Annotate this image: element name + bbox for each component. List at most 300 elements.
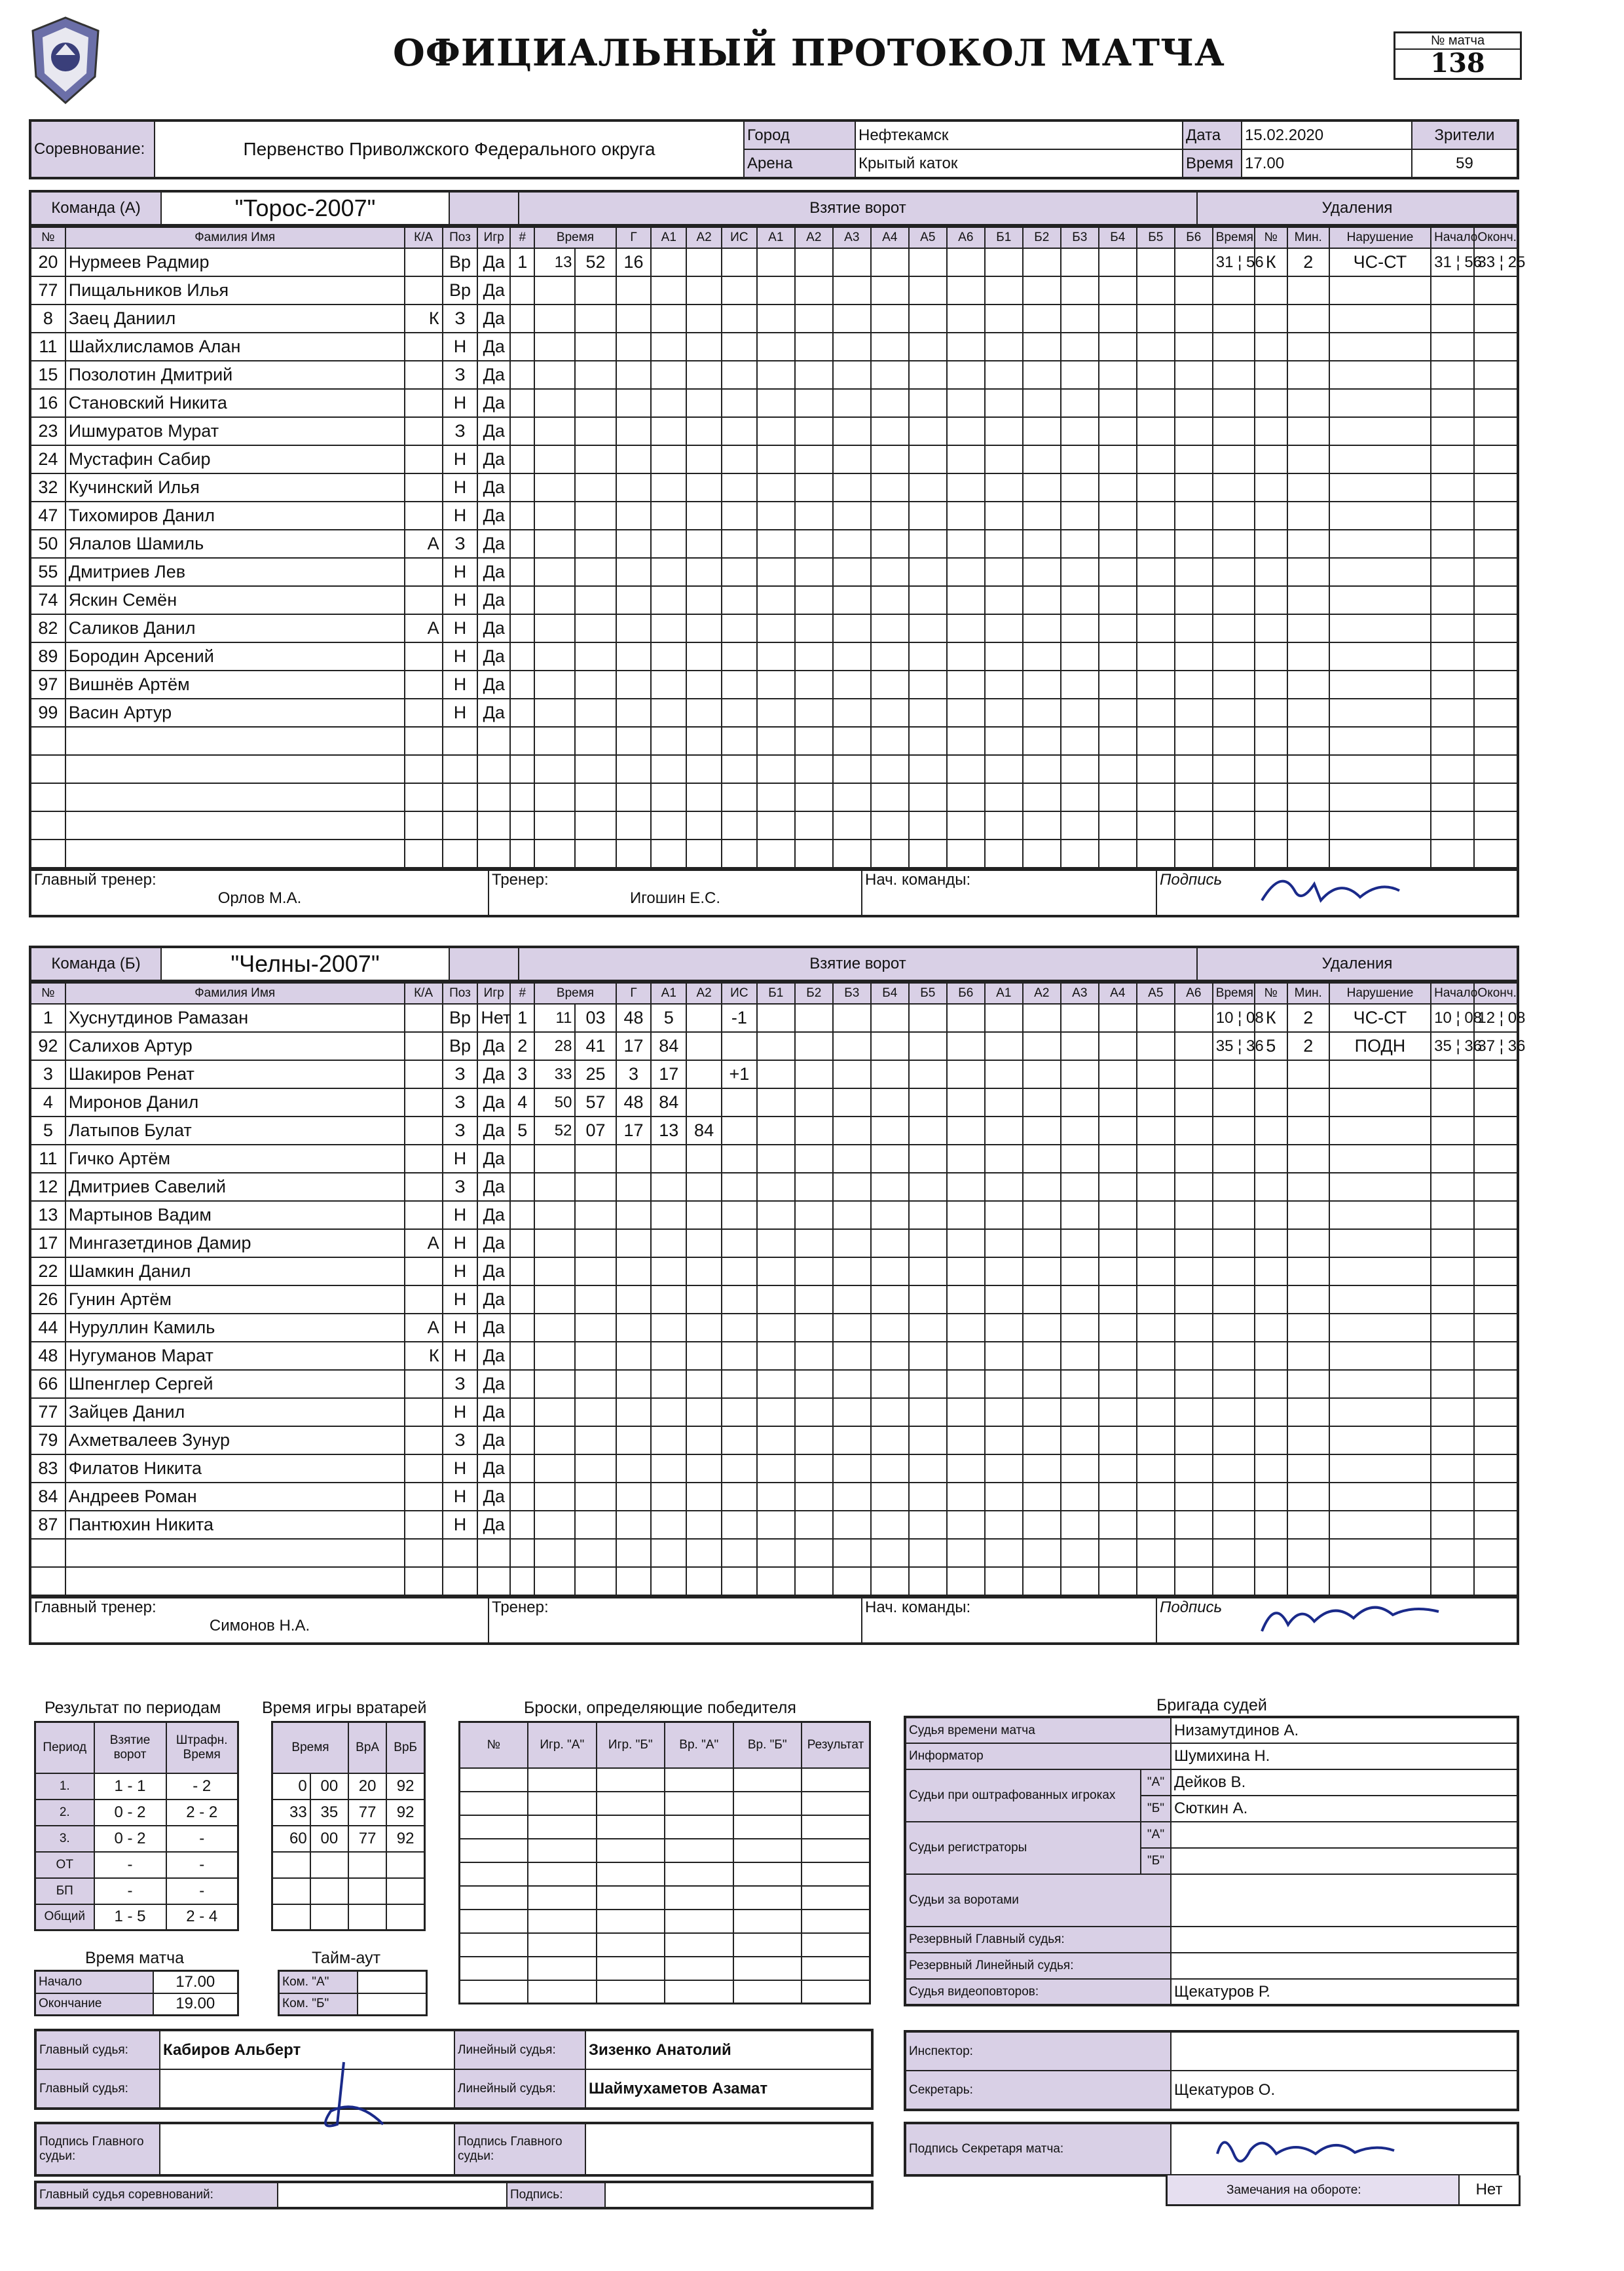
- cell-pen-time: [1213, 473, 1255, 502]
- shootout-cell: [460, 1910, 528, 1933]
- cell-pen-min: [1287, 417, 1329, 445]
- goalie-b: 92: [386, 1773, 424, 1800]
- cell-ka: [405, 473, 443, 502]
- team-a-col-p4: А4: [871, 227, 909, 248]
- cell-m4: [1099, 417, 1137, 445]
- cell-no: [30, 811, 65, 840]
- cell-m1: [985, 642, 1023, 671]
- cell-p5: [909, 276, 947, 305]
- cell-m1: [985, 1314, 1023, 1342]
- cell-m3: [1061, 1483, 1099, 1511]
- cell-p1: [757, 699, 795, 727]
- cell-pen-start: [1431, 727, 1474, 755]
- cell-p4: [871, 1257, 909, 1285]
- shootout-cell: [802, 1839, 870, 1862]
- cell-m2: [1023, 1117, 1061, 1145]
- cell-pen-time: [1213, 276, 1255, 305]
- cell-name: Миронов Данил: [65, 1088, 405, 1117]
- cell-goal-is: [722, 502, 757, 530]
- cell-goal-a2: [686, 558, 722, 586]
- cell-m2: [1023, 755, 1061, 783]
- cell-pen-min: [1287, 502, 1329, 530]
- line-referee-2: Шаймухаметов Азамат: [585, 2069, 872, 2109]
- cell-goal-g: [616, 1257, 652, 1285]
- cell-m1: [985, 361, 1023, 389]
- cell-name: Гунин Артём: [65, 1285, 405, 1314]
- cell-p6: [947, 1117, 985, 1145]
- cell-pen-time: [1213, 558, 1255, 586]
- cell-m3: [1061, 586, 1099, 614]
- cell-pen-start: [1431, 305, 1474, 333]
- cell-p4: [871, 1285, 909, 1314]
- cell-ka: [405, 1032, 443, 1060]
- cell-goal-n: [510, 1173, 534, 1201]
- cell-pen-start: [1431, 1173, 1474, 1201]
- cell-p3: [833, 530, 871, 558]
- cell-goal-sec: [575, 1201, 616, 1229]
- cell-goal-a1: [651, 333, 686, 361]
- cell-pos: Н: [443, 473, 478, 502]
- cell-name: Салихов Артур: [65, 1032, 405, 1060]
- cell-m4: [1099, 305, 1137, 333]
- goalie-b: 92: [386, 1826, 424, 1852]
- referees-table: [904, 1716, 1519, 2006]
- shootout-cell: [597, 1768, 665, 1792]
- cell-goal-n: [510, 333, 534, 361]
- inspector-table: [904, 2030, 1519, 2111]
- cell-goal-is: [722, 1398, 757, 1426]
- cell-no: 5: [30, 1117, 65, 1145]
- cell-goal-is: +1: [722, 1060, 757, 1088]
- table-row: [30, 1173, 1518, 1201]
- cell-pen-no: [1255, 389, 1287, 417]
- cell-p3: [833, 671, 871, 699]
- cell-ka: А: [405, 1229, 443, 1257]
- cell-pen-time: [1213, 642, 1255, 671]
- cell-pen-foul: [1329, 671, 1431, 699]
- cell-pen-start: [1431, 1229, 1474, 1257]
- cell-pos: Вр: [443, 1032, 478, 1060]
- table-row: [30, 305, 1518, 333]
- cell-pen-end: 12 ¦ 08: [1474, 1004, 1517, 1032]
- shootout-cell: [733, 1910, 802, 1933]
- cell-m2: [1023, 361, 1061, 389]
- cell-goal-n: [510, 671, 534, 699]
- cell-goal-is: [722, 1511, 757, 1539]
- cell-goal-g: [616, 389, 652, 417]
- team-a-col-end: Оконч.: [1474, 227, 1517, 248]
- cell-pen-no: [1255, 333, 1287, 361]
- cell-goal-min: [534, 1257, 575, 1285]
- cell-goal-g: [616, 840, 652, 868]
- cell-goal-sec: [575, 783, 616, 811]
- cell-p1: [757, 276, 795, 305]
- cell-pen-foul: [1329, 586, 1431, 614]
- cell-m2: [1023, 1060, 1061, 1088]
- cell-p4: [871, 586, 909, 614]
- cell-p3: [833, 276, 871, 305]
- cell-pen-no: [1255, 1426, 1287, 1454]
- periods-table: [34, 1721, 239, 1931]
- period-name: 2.: [35, 1800, 94, 1826]
- cell-m2: [1023, 1426, 1061, 1454]
- cell-name: Нугуманов Марат: [65, 1342, 405, 1370]
- cell-p4: [871, 1342, 909, 1370]
- cell-p2: [795, 361, 833, 389]
- cell-pen-foul: [1329, 1426, 1431, 1454]
- cell-p6: [947, 699, 985, 727]
- cell-goal-n: [510, 1511, 534, 1539]
- cell-m6: [1175, 473, 1213, 502]
- cell-pen-end: [1474, 276, 1517, 305]
- cell-pen-min: [1287, 811, 1329, 840]
- cell-p6: [947, 1004, 985, 1032]
- cell-goal-a1: [651, 614, 686, 642]
- cell-goal-a1: [651, 1229, 686, 1257]
- cell-no: [30, 783, 65, 811]
- cell-pen-time: [1213, 1173, 1255, 1201]
- goalies-title: Время игры вратарей: [262, 1699, 427, 1717]
- cell-m5: [1137, 1567, 1175, 1596]
- cell-m6: [1175, 1285, 1213, 1314]
- cell-m1: [985, 1285, 1023, 1314]
- goalies-header: [272, 1722, 425, 1773]
- team-a-trainer-label: Тренер:: [492, 871, 549, 889]
- cell-m1: [985, 586, 1023, 614]
- cell-p3: [833, 699, 871, 727]
- cell-p1: [757, 1145, 795, 1173]
- shootout-row: [460, 1792, 870, 1815]
- cell-pen-no: [1255, 783, 1287, 811]
- goalie-a: [348, 1904, 386, 1930]
- period-penalty: - 2: [166, 1773, 238, 1800]
- cell-m2: [1023, 699, 1061, 727]
- period-name: 1.: [35, 1773, 94, 1800]
- secretary-label: Секретарь:: [905, 2071, 1171, 2110]
- cell-m4: [1099, 1370, 1137, 1398]
- cell-m5: [1137, 699, 1175, 727]
- cell-pen-no: [1255, 1201, 1287, 1229]
- cell-p3: [833, 558, 871, 586]
- cell-m6: [1175, 1145, 1213, 1173]
- shootout-cell: [460, 1980, 528, 2004]
- cell-m6: [1175, 1201, 1213, 1229]
- team-b-col-is: ИС: [722, 983, 757, 1004]
- cell-ka: К: [405, 305, 443, 333]
- team-b-trainer-label: Тренер:: [492, 1598, 549, 1616]
- cell-goal-a1: 84: [651, 1088, 686, 1117]
- team-b-col-start: Начало: [1431, 983, 1474, 1004]
- cell-ka: [405, 1117, 443, 1145]
- cell-p5: [909, 727, 947, 755]
- cell-pen-end: [1474, 389, 1517, 417]
- cell-m3: [1061, 1398, 1099, 1426]
- cell-p5: [909, 1426, 947, 1454]
- cell-pen-time: [1213, 1201, 1255, 1229]
- cell-p4: [871, 361, 909, 389]
- cell-m4: [1099, 445, 1137, 473]
- cell-no: 26: [30, 1285, 65, 1314]
- cell-goal-a2: [686, 1398, 722, 1426]
- cell-m2: [1023, 305, 1061, 333]
- shootout-cell: [665, 1862, 733, 1886]
- cell-m2: [1023, 1173, 1061, 1201]
- cell-pen-end: [1474, 755, 1517, 783]
- cell-m6: [1175, 1454, 1213, 1483]
- cell-pen-start: [1431, 1201, 1474, 1229]
- cell-pen-foul: [1329, 558, 1431, 586]
- cell-pen-foul: [1329, 1088, 1431, 1117]
- cell-goal-sec: [575, 755, 616, 783]
- cell-p2: [795, 783, 833, 811]
- shootout-cell: [733, 1957, 802, 1980]
- informer-label: Информатор: [905, 1743, 1171, 1769]
- cell-p4: [871, 417, 909, 445]
- cell-pen-end: [1474, 586, 1517, 614]
- shootout-row: [460, 1839, 870, 1862]
- cell-played: Да: [477, 417, 510, 445]
- cell-m2: [1023, 586, 1061, 614]
- cell-pen-end: [1474, 1285, 1517, 1314]
- date-label: Дата: [1183, 120, 1242, 149]
- cell-p4: [871, 1454, 909, 1483]
- cell-p1: [757, 755, 795, 783]
- table-row: [30, 727, 1518, 755]
- registrar-b-mark: "Б": [1141, 1848, 1171, 1874]
- cell-pen-start: [1431, 558, 1474, 586]
- cell-p2: [795, 1117, 833, 1145]
- cell-p4: [871, 276, 909, 305]
- cell-ka: [405, 642, 443, 671]
- cell-m1: [985, 502, 1023, 530]
- cell-m4: [1099, 1342, 1137, 1370]
- cell-p2: [795, 417, 833, 445]
- cell-goal-a2: [686, 811, 722, 840]
- goalie-a: 20: [348, 1773, 386, 1800]
- cell-goal-sec: [575, 305, 616, 333]
- cell-ka: [405, 276, 443, 305]
- goalies-col-time: Время: [272, 1722, 349, 1773]
- cell-p4: [871, 1032, 909, 1060]
- team-a-col-no: №: [30, 227, 65, 248]
- cell-p5: [909, 1370, 947, 1398]
- cell-pen-end: [1474, 1398, 1517, 1426]
- arena-label: Арена: [744, 149, 855, 178]
- cell-pen-end: [1474, 1454, 1517, 1483]
- arena-value: Крытый каток: [855, 149, 1183, 178]
- cell-pen-start: [1431, 530, 1474, 558]
- cell-pen-time: [1213, 333, 1255, 361]
- team-a-col-a1: А1: [651, 227, 686, 248]
- cell-pen-min: [1287, 840, 1329, 868]
- shootout-cell: [528, 1886, 597, 1910]
- penalty-judge-b: Сюткин А.: [1171, 1796, 1518, 1822]
- cell-pos: [443, 783, 478, 811]
- table-row: [30, 276, 1518, 305]
- cell-ka: [405, 1370, 443, 1398]
- match-time-table: [34, 1970, 239, 2016]
- table-row: [30, 586, 1518, 614]
- cell-m1: [985, 840, 1023, 868]
- team-b-col-foul: Нарушение: [1329, 983, 1431, 1004]
- cell-p2: [795, 445, 833, 473]
- team-b-block: [29, 946, 1526, 1645]
- cell-pos: [443, 755, 478, 783]
- cell-goal-n: [510, 1285, 534, 1314]
- timeout-title: Тайм-аут: [312, 1949, 381, 1967]
- cell-p6: [947, 1398, 985, 1426]
- cell-p4: [871, 1483, 909, 1511]
- cell-name: Мингазетдинов Дамир: [65, 1229, 405, 1257]
- cell-goal-is: [722, 783, 757, 811]
- cell-p4: [871, 445, 909, 473]
- cell-m6: [1175, 1314, 1213, 1342]
- cell-goal-n: [510, 1145, 534, 1173]
- cell-goal-g: [616, 1370, 652, 1398]
- cell-played: Да: [477, 1285, 510, 1314]
- cell-m1: [985, 417, 1023, 445]
- cell-p4: [871, 1539, 909, 1567]
- cell-goal-a1: [651, 1539, 686, 1567]
- match-number-box: [1393, 31, 1522, 80]
- team-a-col-m4: Б4: [1099, 227, 1137, 248]
- cell-m3: [1061, 502, 1099, 530]
- cell-p6: [947, 1539, 985, 1567]
- shootout-cell: [528, 1910, 597, 1933]
- cell-goal-a2: [686, 614, 722, 642]
- cell-goal-is: [722, 558, 757, 586]
- cell-pen-min: [1287, 1257, 1329, 1285]
- cell-m2: [1023, 1342, 1061, 1370]
- cell-pen-foul: [1329, 727, 1431, 755]
- cell-pen-time: [1213, 1229, 1255, 1257]
- cell-goal-is: [722, 1370, 757, 1398]
- cell-goal-a2: [686, 1257, 722, 1285]
- page-title: ОФИЦИАЛЬНЫЙ ПРОТОКОЛ МАТЧА: [393, 31, 1225, 75]
- cell-played: Да: [477, 642, 510, 671]
- shootout-table: [458, 1721, 871, 2004]
- cell-goal-n: [510, 558, 534, 586]
- cell-m2: [1023, 1483, 1061, 1511]
- cell-m2: [1023, 445, 1061, 473]
- cell-pen-min: 2: [1287, 1004, 1329, 1032]
- cell-p2: [795, 305, 833, 333]
- goalie-b: [386, 1852, 424, 1878]
- shootout-cell: [597, 1792, 665, 1815]
- cell-m6: [1175, 783, 1213, 811]
- cell-goal-is: [722, 417, 757, 445]
- cell-goal-a2: [686, 473, 722, 502]
- cell-m2: [1023, 1454, 1061, 1483]
- cell-p4: [871, 333, 909, 361]
- cell-m4: [1099, 1145, 1137, 1173]
- cell-goal-min: [534, 755, 575, 783]
- cell-pen-min: [1287, 1314, 1329, 1342]
- cell-goal-min: [534, 614, 575, 642]
- shootout-cell: [528, 1933, 597, 1957]
- cell-goal-sec: [575, 1285, 616, 1314]
- team-a-col-p5: А5: [909, 227, 947, 248]
- cell-goal-is: [722, 389, 757, 417]
- cell-m4: [1099, 755, 1137, 783]
- cell-m6: [1175, 1173, 1213, 1201]
- cell-m6: [1175, 445, 1213, 473]
- shootout-col-2: Игр. "Б": [597, 1722, 665, 1768]
- cell-pos: Н: [443, 1285, 478, 1314]
- cell-no: [30, 755, 65, 783]
- cell-m4: [1099, 1398, 1137, 1426]
- table-row: [30, 1201, 1518, 1229]
- cell-ka: [405, 417, 443, 445]
- cell-p3: [833, 642, 871, 671]
- cell-pen-foul: [1329, 389, 1431, 417]
- cell-goal-sec: [575, 1173, 616, 1201]
- cell-m5: [1137, 1285, 1175, 1314]
- city-value: Нефтекамск: [855, 120, 1183, 149]
- cell-pen-no: [1255, 1483, 1287, 1511]
- cell-goal-sec: [575, 333, 616, 361]
- cell-pen-foul: [1329, 642, 1431, 671]
- main-referee-label-2: Главный судья:: [35, 2069, 160, 2109]
- secretary-sign-table: [904, 2122, 1519, 2177]
- table-row: [30, 614, 1518, 642]
- cell-goal-a2: 84: [686, 1117, 722, 1145]
- team-b-staff: [29, 1597, 1519, 1645]
- cell-m4: [1099, 1229, 1137, 1257]
- cell-goal-g: [616, 811, 652, 840]
- cell-m5: [1137, 558, 1175, 586]
- cell-pen-min: [1287, 558, 1329, 586]
- table-row: [30, 671, 1518, 699]
- cell-ka: [405, 840, 443, 868]
- cell-pen-end: [1474, 1342, 1517, 1370]
- cell-m6: [1175, 1483, 1213, 1511]
- cell-goal-sec: [575, 727, 616, 755]
- cell-p5: [909, 614, 947, 642]
- cell-p6: [947, 1032, 985, 1060]
- table-row: [30, 1511, 1518, 1539]
- cell-m5: [1137, 333, 1175, 361]
- team-a-col-m1: Б1: [985, 227, 1023, 248]
- cell-p5: [909, 1314, 947, 1342]
- cell-goal-min: [534, 276, 575, 305]
- cell-p1: [757, 1032, 795, 1060]
- cell-goal-n: [510, 727, 534, 755]
- cell-m2: [1023, 1539, 1061, 1567]
- cell-pen-time: [1213, 417, 1255, 445]
- cell-m4: [1099, 1483, 1137, 1511]
- cell-p6: [947, 248, 985, 276]
- cell-no: [30, 727, 65, 755]
- cell-goal-sec: [575, 1145, 616, 1173]
- cell-m4: [1099, 389, 1137, 417]
- cell-pos: Н: [443, 614, 478, 642]
- cell-pen-no: [1255, 1285, 1287, 1314]
- cell-m5: [1137, 1117, 1175, 1145]
- shootout-cell: [528, 1839, 597, 1862]
- cell-p2: [795, 1088, 833, 1117]
- cell-goal-sec: [575, 1398, 616, 1426]
- cell-goal-is: [722, 1117, 757, 1145]
- cell-m1: [985, 1173, 1023, 1201]
- team-b-signature: [1255, 1592, 1452, 1638]
- goalie-min: 33: [272, 1800, 310, 1826]
- cell-m1: [985, 333, 1023, 361]
- cell-pen-end: [1474, 530, 1517, 558]
- cell-p1: [757, 1004, 795, 1032]
- cell-no: 20: [30, 248, 65, 276]
- cell-name: Нуруллин Камиль: [65, 1314, 405, 1342]
